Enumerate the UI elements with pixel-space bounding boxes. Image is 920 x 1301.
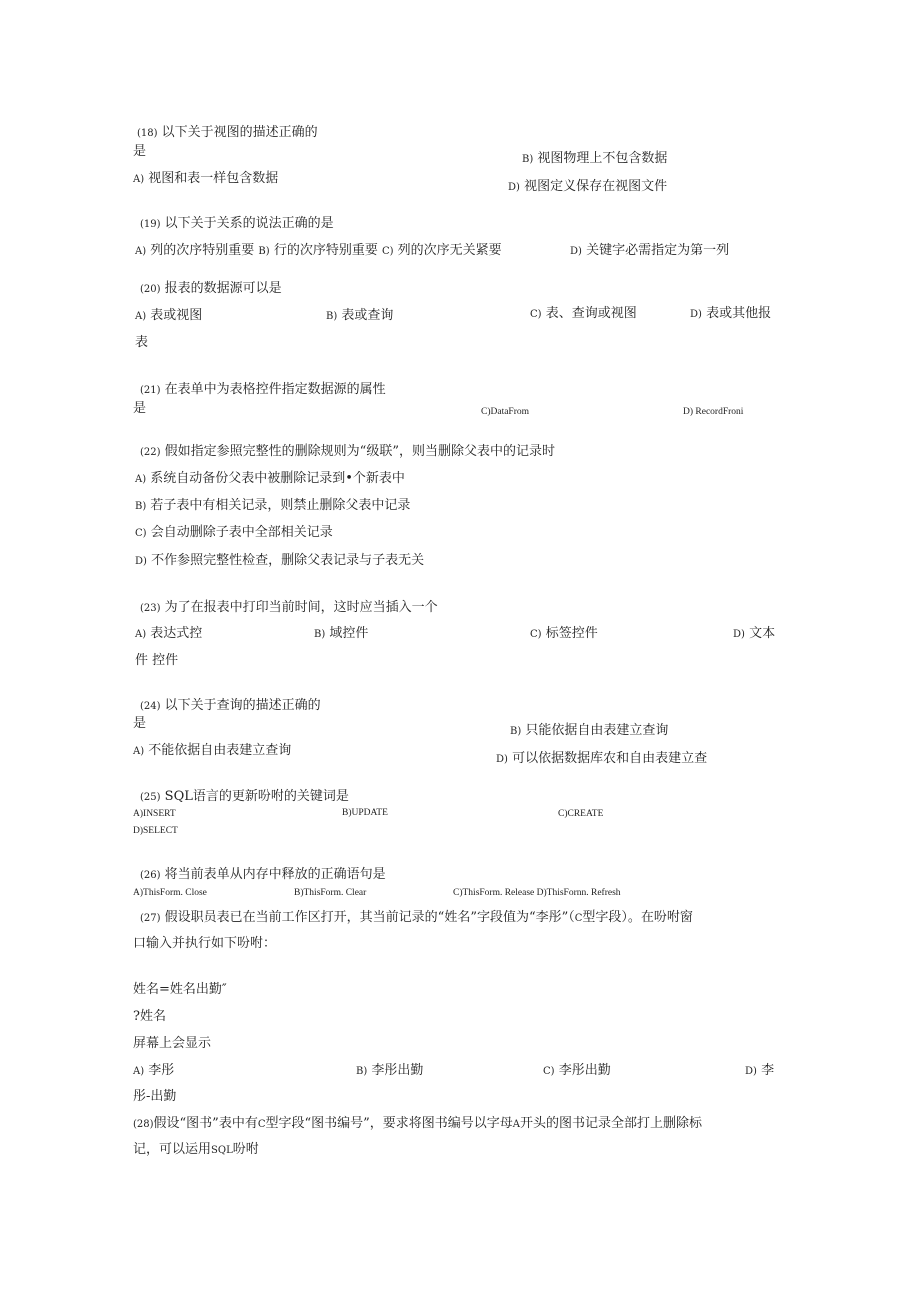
q23-stem: (23) 为了在报表中打印当前时间，这时应当插入一个 — [140, 600, 438, 615]
q20-option-c: C) 表、查询或视图 — [530, 306, 637, 321]
q27-command-2: ?姓名 — [133, 1009, 166, 1024]
q27-stem-line2: 口输入并执行如下吩咐： — [133, 936, 277, 951]
q23-options-cont: 件 控件 — [135, 653, 179, 668]
q20-stem: (20) 报表的数据源可以是 — [140, 281, 282, 296]
q27-command-3: 屏幕上会显示 — [133, 1036, 212, 1051]
q20-option-a: A) 表或视图 — [135, 308, 203, 323]
q24-stem-cont: 是 — [133, 716, 147, 731]
q24-option-a: A) 不能依据自由表建立查询 — [133, 743, 292, 758]
q24-option-b: B) 只能依据自由表建立查询 — [510, 723, 669, 738]
q27-option-d: D) 李 — [745, 1063, 775, 1078]
q23-option-b: B) 域控件 — [314, 626, 369, 641]
q24-stem: (24) 以下关于查询的描述正确的 — [140, 698, 321, 713]
q23-option-d: D) 文本 — [733, 626, 776, 641]
q26-option-b: B)ThisForm. Clear — [294, 888, 367, 898]
q21-option-c: C)DataFrom — [481, 407, 530, 417]
q18-stem-cont: 是 — [133, 144, 147, 159]
q21-stem: (21) 在表单中为表格控件指定数据源的属性 — [140, 382, 386, 397]
q18-option-b: B) 视图物理上不包含数据 — [522, 151, 668, 166]
q25-option-b: B)UPDATE — [342, 808, 388, 818]
q28-stem-line2: 记，可以运用SQL吩咐 — [133, 1142, 259, 1157]
q27-stem: (27) 假设职员表已在当前工作区打开，其当前记录的“姓名”字段值为“李彤”（C型字段）。在吩咐窗 — [140, 910, 693, 925]
q22-option-c: C) 会自动删除子表中全部相关记录 — [135, 525, 333, 540]
q18-stem: (18) 以下关于视图的描述正确的 — [137, 125, 318, 140]
q18-option-d: D) 视图定义保存在视图文件 — [508, 179, 668, 194]
q22-option-a: A) 系统自动备份父表中被删除记录到•个新表中 — [135, 471, 405, 486]
q18-number: (18) — [137, 128, 158, 139]
q27-option-c: C) 李彤出勤 — [543, 1063, 611, 1078]
q19-stem: (19) 以下关于关系的说法正确的是 — [140, 216, 334, 231]
q27-option-d-cont: 彤-出勤 — [133, 1089, 177, 1104]
q21-stem-cont: 是 — [133, 401, 147, 416]
q19-option-d: D) 关键字必需指定为第一列 — [570, 243, 730, 258]
q25-option-c: C)CREATE — [558, 809, 604, 819]
q26-option-cd: C)ThisForm. Release D)ThisFornn. Refresh — [453, 888, 621, 898]
q22-stem: (22) 假如指定参照完整性的删除规则为“级联”，则当删除父表中的记录时 — [140, 444, 555, 459]
q22-option-b: B) 若子表中有相关记录，则禁止删除父表中记录 — [135, 498, 411, 513]
q23-option-a: A) 表达式控 — [135, 626, 203, 641]
q27-option-b: B) 李彤出勤 — [356, 1063, 424, 1078]
q25-stem: (25) SQL语言的更新吩咐的关键词是 — [140, 789, 349, 804]
q25-option-a: A)INSERT — [133, 809, 176, 819]
q19-options-abc: A) 列的次序特别重要 B) 行的次序特别重要 C) 列的次序无关紧要 — [135, 243, 502, 258]
q22-option-d: D) 不作参照完整性检查，删除父表记录与子表无关 — [135, 553, 425, 568]
q26-option-a: A)ThisForm. Close — [133, 888, 207, 898]
q24-option-d: D) 可以依据数据库农和自由表建立查 — [496, 751, 708, 766]
q26-stem: (26) 将当前表单从内存中释放的正确语句是 — [140, 867, 386, 882]
q20-option-d-cont: 表 — [135, 335, 149, 350]
q27-command-1: 姓名=姓名出勤″ — [133, 982, 227, 997]
q20-option-b: B) 表或查询 — [326, 308, 394, 323]
q19-option-c: 列的次序无关紧要 — [397, 243, 502, 258]
q21-option-d: D) RecordFroni — [683, 407, 744, 417]
q19-option-b: 行的次序特别重要 — [273, 243, 378, 258]
q23-option-c: C) 标签控件 — [530, 626, 598, 641]
q20-option-d: D) 表或其他报 — [690, 306, 772, 321]
q27-option-a: A) 李彤 — [133, 1063, 175, 1078]
q28-stem: (28)假设“图书”表中有C型字段“图书编号”，要求将图书编号以字母A开头的图书记录全部打上删除标 — [133, 1116, 703, 1131]
q19-option-a: 列的次序特别重要 — [150, 243, 255, 258]
q18-option-a: A) 视图和表一样包含数据 — [133, 171, 279, 186]
q25-option-d: D)SELECT — [133, 826, 178, 836]
